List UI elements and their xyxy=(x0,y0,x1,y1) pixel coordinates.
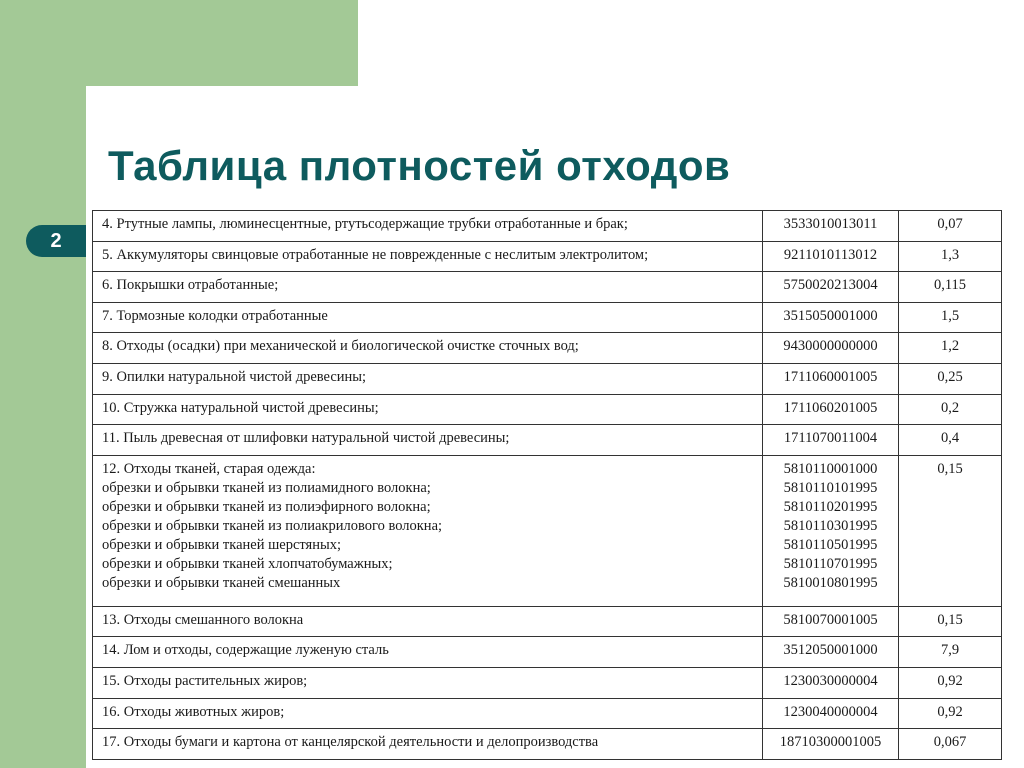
waste-code: 5810070001005 xyxy=(763,606,899,637)
waste-code: 3515050001000 xyxy=(763,302,899,333)
table-row xyxy=(93,211,1002,242)
table-row xyxy=(93,637,1002,668)
table-row xyxy=(93,455,1002,606)
waste-name: 16. Отходы животных жиров; xyxy=(93,698,763,729)
table-row xyxy=(93,363,1002,394)
waste-name: 8. Отходы (осадки) при механической и биологической очистке сточных вод; xyxy=(93,333,763,364)
waste-name: 17. Отходы бумаги и картона от канцелярской деятельности и делопроизводства xyxy=(93,729,763,760)
waste-name: 14. Лом и отходы, содержащие луженую сталь xyxy=(93,637,763,668)
waste-density: 0,115 xyxy=(899,272,1002,303)
waste-density: 0,92 xyxy=(899,698,1002,729)
waste-name: 6. Покрышки отработанные; xyxy=(93,272,763,303)
waste-name: 9. Опилки натуральной чистой древесины; xyxy=(93,363,763,394)
table-row xyxy=(93,698,1002,729)
waste-name: 10. Стружка натуральной чистой древесины; xyxy=(93,394,763,425)
waste-density: 0,4 xyxy=(899,425,1002,456)
table-row xyxy=(93,241,1002,272)
slide-number-badge: 2 xyxy=(26,225,86,257)
waste-code: 9430000000000 xyxy=(763,333,899,364)
waste-code: 1230030000004 xyxy=(763,667,899,698)
waste-density: 1,5 xyxy=(899,302,1002,333)
waste-name: 12. Отходы тканей, старая одежда: обрезки и обрывки тканей из полиамидного волокна; обрезки и обрывки тканей из полиэфирного волокна; обрезки и обрывки тканей из полиакрилового волокна; обрезки и обрывки тканей шерстяных; обрезки и обрывки тканей хлопчатобумажных; обрезки и обрывки тканей смешанных xyxy=(93,455,763,606)
waste-density: 0,067 xyxy=(899,729,1002,760)
table-row xyxy=(93,425,1002,456)
table-row xyxy=(93,729,1002,760)
waste-code: 5810110001000 5810110101995 5810110201995 5810110301995 5810110501995 5810110701995 5810010801995 xyxy=(763,455,899,606)
waste-density: 1,2 xyxy=(899,333,1002,364)
waste-code: 1711060201005 xyxy=(763,394,899,425)
waste-density: 0,2 xyxy=(899,394,1002,425)
waste-density: 0,07 xyxy=(899,211,1002,242)
waste-density: 0,92 xyxy=(899,667,1002,698)
waste-code: 18710300001005 xyxy=(763,729,899,760)
waste-density: 7,9 xyxy=(899,637,1002,668)
waste-density: 0,15 xyxy=(899,455,1002,606)
waste-name: 5. Аккумуляторы свинцовые отработанные не поврежденные с неслитым электролитом; xyxy=(93,241,763,272)
table-row xyxy=(93,272,1002,303)
decor-green-sidebar xyxy=(0,0,86,768)
slide-title: Таблица плотностей отходов xyxy=(108,142,731,189)
waste-code: 9211010113012 xyxy=(763,241,899,272)
waste-name: 15. Отходы растительных жиров; xyxy=(93,667,763,698)
waste-name: 13. Отходы смешанного волокна xyxy=(93,606,763,637)
waste-density: 1,3 xyxy=(899,241,1002,272)
table-row xyxy=(93,667,1002,698)
waste-code: 5750020213004 xyxy=(763,272,899,303)
table-row xyxy=(93,606,1002,637)
waste-code: 1711060001005 xyxy=(763,363,899,394)
waste-code: 1711070011004 xyxy=(763,425,899,456)
waste-density: 0,15 xyxy=(899,606,1002,637)
waste-name: 4. Ртутные лампы, люминесцентные, ртутьсодержащие трубки отработанные и брак; xyxy=(93,211,763,242)
table-row xyxy=(93,333,1002,364)
waste-name: 7. Тормозные колодки отработанные xyxy=(93,302,763,333)
waste-code: 3533010013011 xyxy=(763,211,899,242)
waste-code: 3512050001000 xyxy=(763,637,899,668)
waste-code: 1230040000004 xyxy=(763,698,899,729)
waste-density-table xyxy=(92,210,1002,760)
waste-name: 11. Пыль древесная от шлифовки натуральной чистой древесины; xyxy=(93,425,763,456)
table-row xyxy=(93,394,1002,425)
waste-density: 0,25 xyxy=(899,363,1002,394)
table-row xyxy=(93,302,1002,333)
